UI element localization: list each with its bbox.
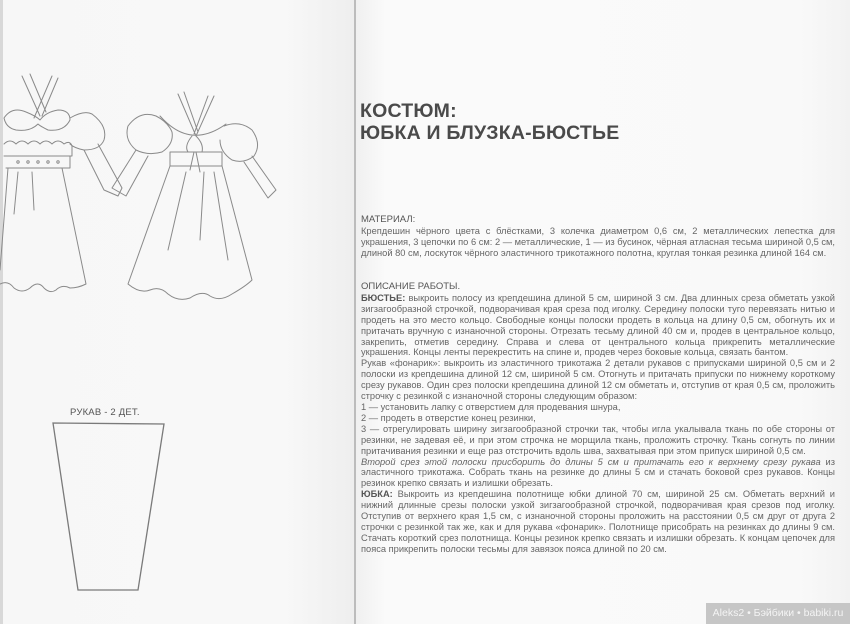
materials-text: Крепдешин чёрного цвета с блёстками, 3 колечка диаметром 0,6 см, 2 металлических лепестка для украшения, 3 цепочки по 6 см: 2 — металлические, 1 — из бусинок, чёрная атласная тесьма шириной 0,5 см, длиной 80 см, лоскуток чёрного эластичного трикотажного полотна, круглая тонкая резинка длиной 164 см. [361,225,835,258]
second-edge-italic: Второй срез этой полоски присборить до длины 5 см и притачать его к верхнему срезу рукава [361,456,821,467]
materials-heading: МАТЕРИАЛ: [361,214,416,225]
second-edge-text: из эластичного трикотажа. Собрать ткань на резинке до длины 5 см и стачать боковой срез рукавов. Концы резинок крепко связать и излишки обрезать. [361,456,835,489]
front-dress-sketch [0,74,122,292]
bustier-lead: БЮСТЬЕ: [361,292,406,303]
pattern-label: РУКАВ - 2 ДЕТ. [70,407,140,418]
dress-sketch-illustration [0,40,300,320]
watermark: Aleks2 • Бэйбики • babiki.ru [706,603,850,624]
page-title [360,100,619,144]
materials-section [361,215,835,259]
skirt-paragraph [361,489,835,554]
title-line-2: ЮБКА И БЛУЗКА-БЮСТЬЕ [360,122,620,144]
second-edge-paragraph [361,457,835,490]
work-description-section [361,282,835,555]
bustier-text: выкроить полосу из крепдешина длиной 5 см, шириной 3 см. Два длинных среза обметать узкой зигзагообразной строчкой, подворачивая края среза под иголку. Середину полоски туго перевязать нитью и продеть на это место кольцо. Свободные концы полоски продеть в кольца на длину 0,5 см, обогнуть их и притачать вручную с изнаночной стороны. Отрезать тесьму длиной 40 см и, продев в центральное кольцо, закрепить, отметив середину. Справа и слева от центрального кольца прикрепить металлические украшения. Концы ленты перекрестить на спине и, продев через боковые кольца, связать бантом. [361,292,835,358]
title-line-1: КОСТЮМ: [360,100,457,122]
skirt-text: Выкроить из крепдешина полотнище юбки длиной 70 см, шириной 25 см. Обметать верхний и нижний длинные срезы полоски узкой зигзагообразной строчкой, подворачивая края срезов под иголку. Отступив от верхнего края 1,5 см, с изнаночной стороны проложить на расстоянии 0,5 см друг от друга 2 строчки с резинкой так же, как и для рукава «фонарик». Полотнище присобрать на резинках до длины 9 см. Стачать короткий срез полотнища. Концы резинок крепко связать и излишки обрезать. К концам цепочек для пояса прикрепить полоски тесьмы для завязок пояса длиной по 20 см. [361,489,835,554]
skirt-lead: ЮБКА: [361,489,393,500]
bustier-paragraph [361,293,835,358]
work-heading: ОПИСАНИЕ РАБОТЫ. [361,281,461,292]
step-3: 3 — отрегулировать ширину зигзагообразной строчки так, чтобы игла укалывала ткань по обе стороны от резинки, не задевая её, и при этом строчка не морщила ткань, проложить строчку. Ткань согнуть по линии притачивания резинки и еще раз отстрочить вдоль шва, захватывая при этом припуск шириной 0,5 см. [361,423,835,456]
step-2: 2 — продеть в отверстие конец резинки, [361,412,536,423]
left-page [0,0,355,624]
sleeve-pattern-shape [40,415,180,605]
sleeve-paragraph: Рукав «фонарик»: выкроить из эластичного трикотажа 2 детали рукавов с припусками шириной 0,5 см и 2 полоски из крепдешина длиной 12 см, шириной 5 см. Отогнуть и притачать припуски по нижнему короткому срезу рукавов. Один срез полоски крепдешина длиной 12 см обметать и, отступив от края 0,5 см, проложить строчку с резинкой с изнаночной стороны следующим образом: [361,358,835,402]
back-dress-sketch [112,92,276,299]
step-1: 1 — установить лапку с отверстием для продевания шнура, [361,401,621,412]
